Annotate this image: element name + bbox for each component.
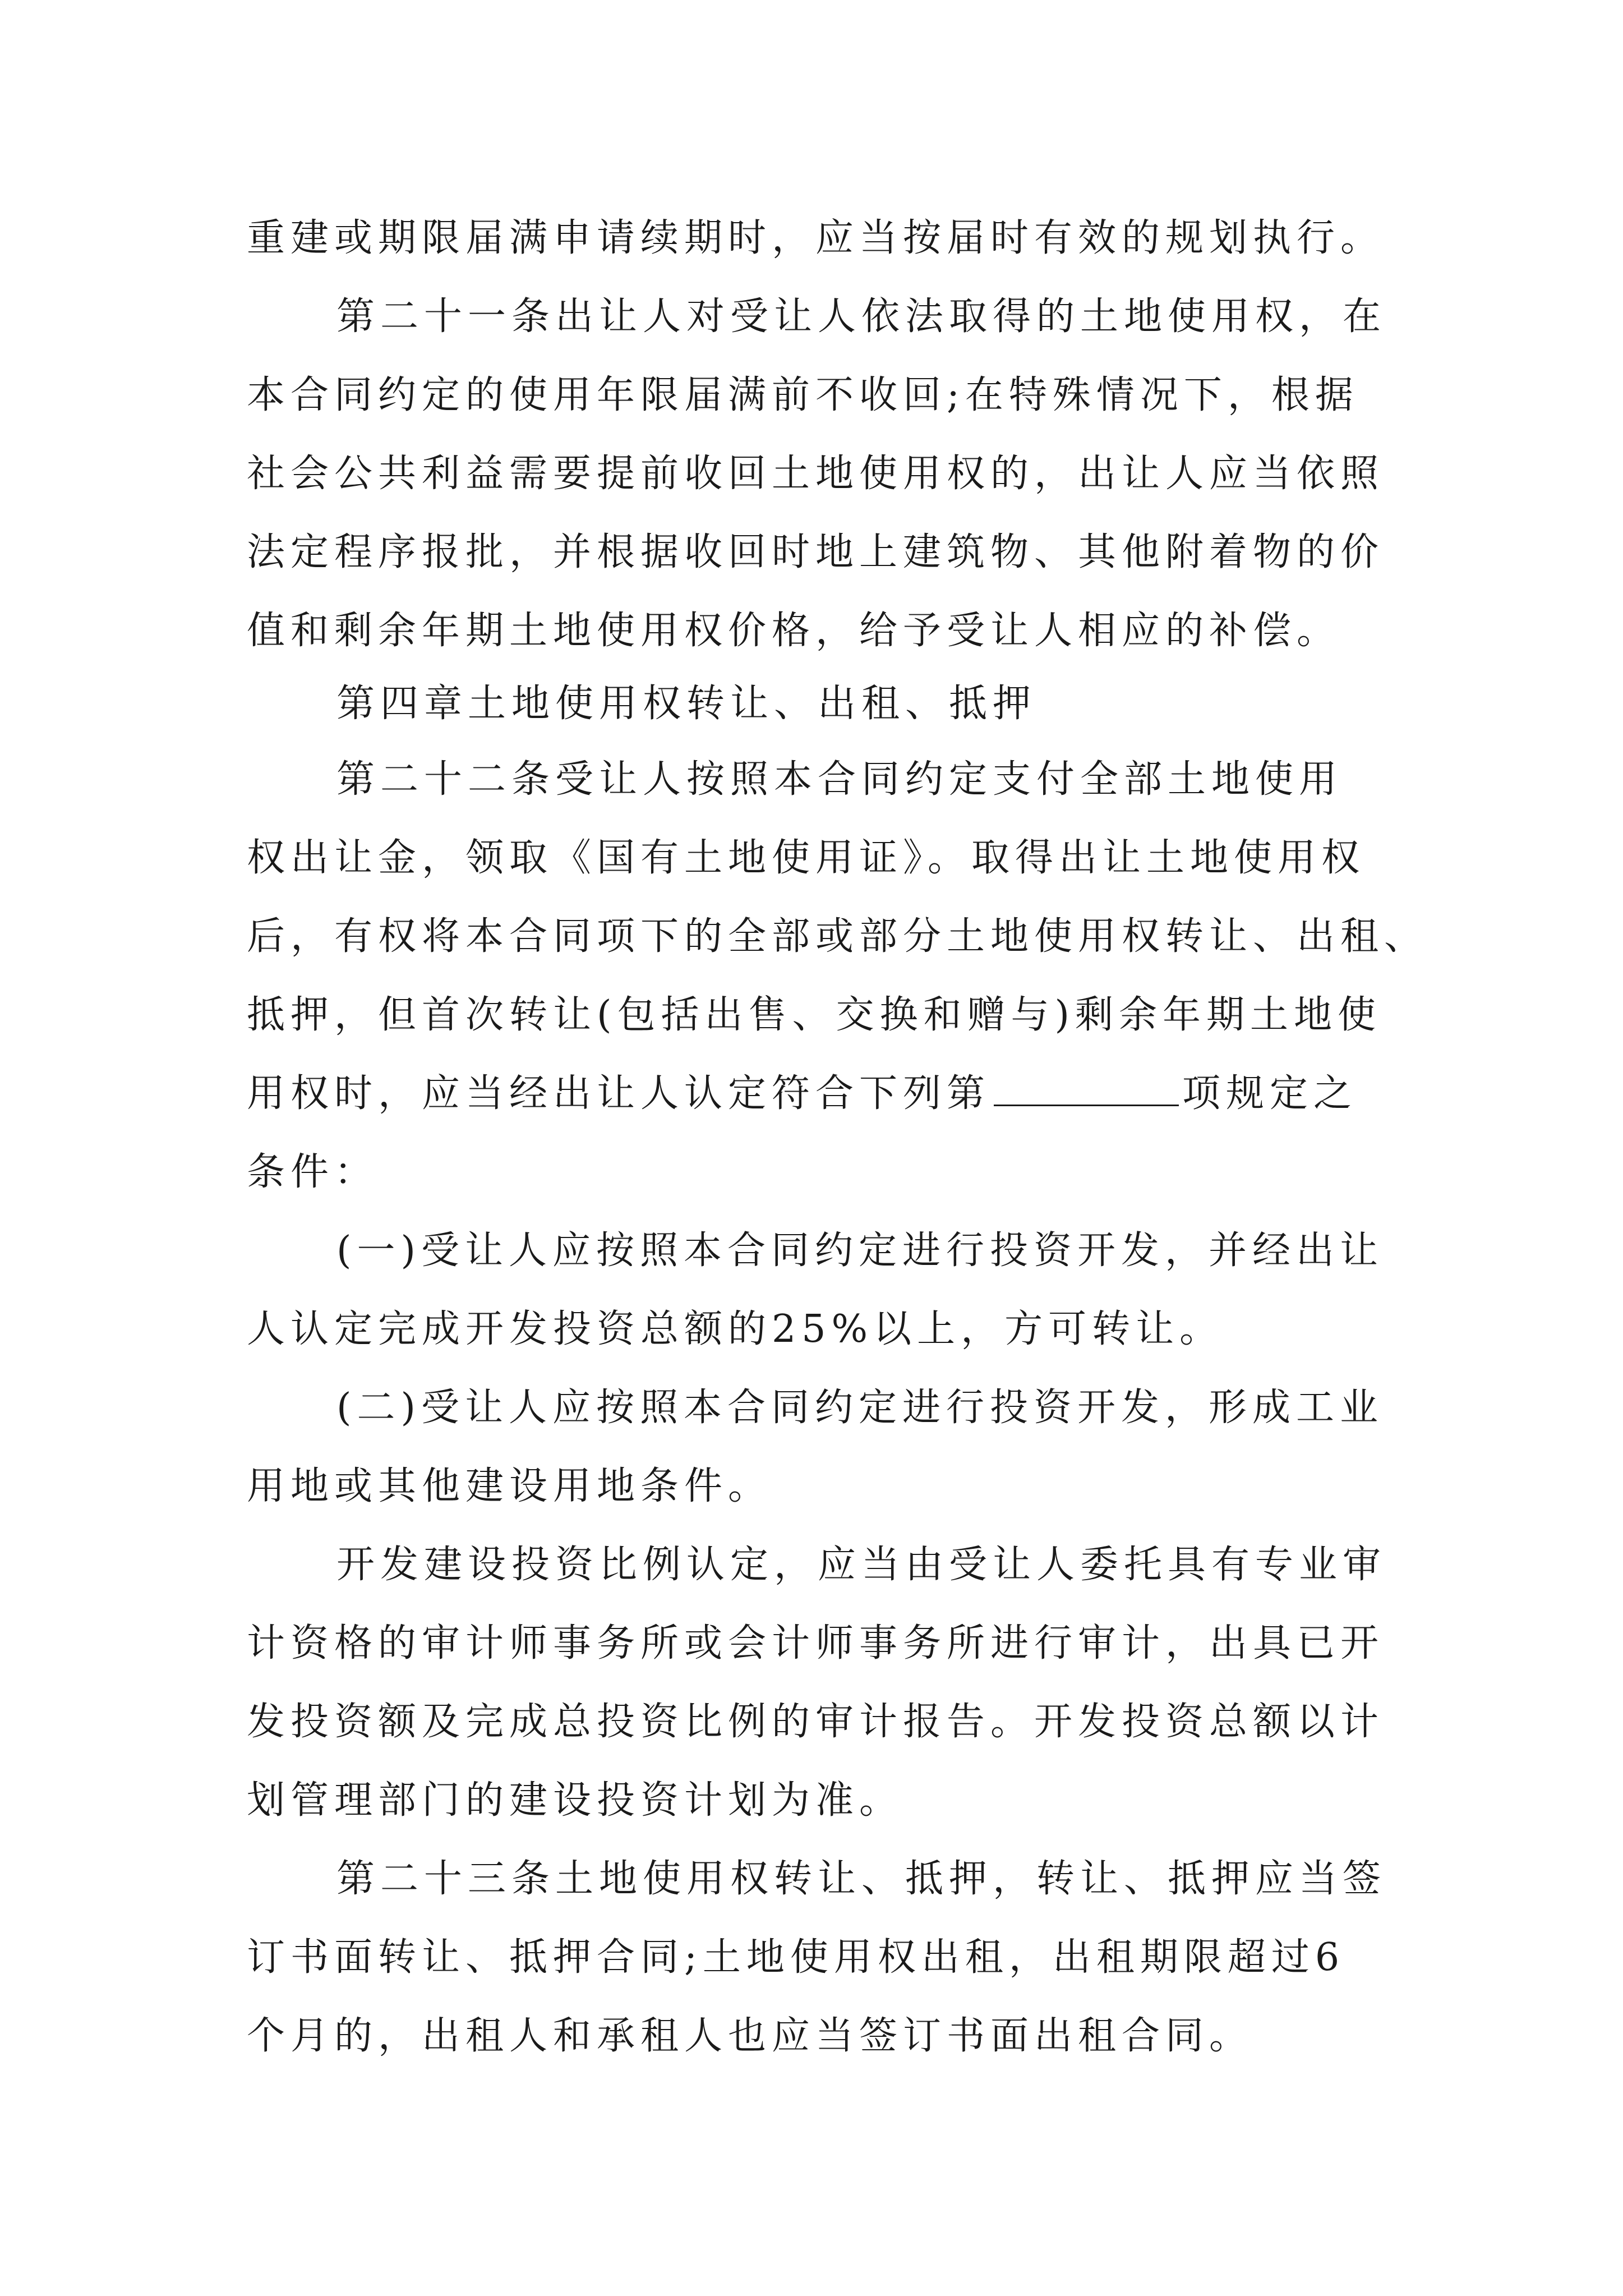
clause-2-line: (二)受让人应按照本合同约定进行投资开发，形成工业 — [336, 1386, 1384, 1430]
text-segment: 项规定之 — [1182, 1071, 1358, 1116]
chapter-heading: 第四章土地使用权转让、出租、抵押 — [336, 682, 1037, 726]
clause-1-line: (一)受让人应按照本合同约定进行投资开发，并经出让 — [336, 1228, 1384, 1273]
fill-in-blank — [994, 1071, 1179, 1106]
text-line: 权出让金，领取《国有土地使用证》。取得出让土地使用权 — [247, 836, 1366, 880]
article-22-heading-line: 第二十二条受让人按照本合同约定支付全部土地使用 — [336, 757, 1343, 802]
text-line: 划管理部门的建设投资计划为准。 — [247, 1778, 903, 1823]
text-line: 条件： — [247, 1150, 379, 1194]
text-line-with-blank — [247, 1069, 1357, 1119]
text-line: 人认定完成开发投资总额的25%以上，方可转让。 — [247, 1307, 1224, 1351]
text-line: 个月的，出租人和承租人也应当签订书面出租合同。 — [247, 2014, 1253, 2058]
article-21-heading-line: 第二十一条出让人对受让人依法取得的土地使用权，在 — [336, 295, 1387, 339]
text-line: 用地或其他建设用地条件。 — [247, 1464, 772, 1508]
text-line: 重建或期限届满申请续期时，应当按届时有效的规划执行。 — [247, 216, 1385, 260]
text-line: 法定程序报批，并根据收回时地上建筑物、其他附着物的价 — [247, 530, 1385, 574]
text-line: 发投资额及完成总投资比例的审计报告。开发投资总额以计 — [247, 1700, 1385, 1744]
article-23-heading-line: 第二十三条土地使用权转让、抵押，转让、抵押应当签 — [336, 1857, 1387, 1901]
text-line: 值和剩余年期土地使用权价格，给予受让人相应的补偿。 — [247, 609, 1341, 653]
text-line: 社会公共利益需要提前收回土地使用权的，出让人应当依照 — [247, 452, 1385, 496]
text-line: 本合同约定的使用年限届满前不收回;在特殊情况下，根据 — [247, 373, 1359, 417]
text-line: 订书面转让、抵押合同;土地使用权出租，出租期限超过6 — [247, 1935, 1345, 1980]
text-segment: 用权时，应当经出让人认定符合下列第 — [247, 1071, 991, 1116]
text-line: 后，有权将本合同项下的全部或部分土地使用权转让、出租、 — [247, 914, 1428, 959]
text-line: 抵押，但首次转让(包括出售、交换和赠与)剩余年期土地使 — [247, 993, 1382, 1037]
text-line: 计资格的审计师事务所或会计师事务所进行审计，出具已开 — [247, 1621, 1385, 1665]
paragraph-line: 开发建设投资比例认定，应当由受让人委托具有专业审 — [336, 1543, 1387, 1587]
